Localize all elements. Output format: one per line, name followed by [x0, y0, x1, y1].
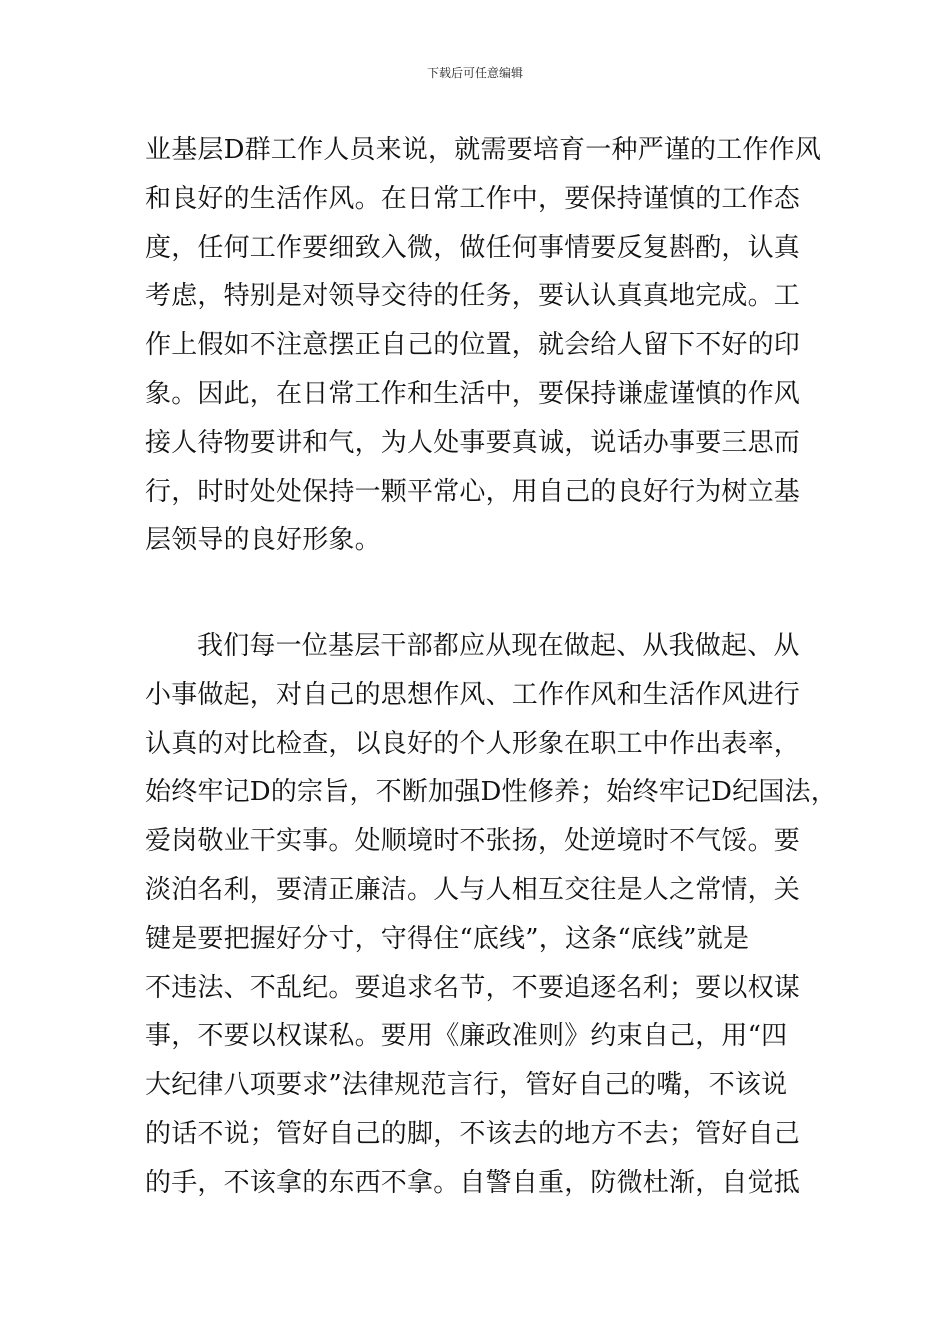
text-line: 和良好的生活作风。在日常工作中，要保持谨慎的工作态: [145, 183, 801, 214]
text-line: 事，不要以权谋私。要用《廉政准则》约束自己，用“四: [145, 1021, 788, 1052]
text-line: 接人待物要讲和气，为人处事要真诚，说话办事要三思而: [145, 427, 801, 458]
text-line: 的手，不该拿的东西不拿。自警自重，防微杜渐，自觉抵: [145, 1167, 801, 1198]
text-line: 键是要把握好分寸，守得住“底线”，这条“底线”就是: [145, 923, 750, 954]
text-line: 认真的对比检查，以良好的个人形象在职工中作出表率，: [145, 728, 801, 759]
text-line: 的话不说；管好自己的脚，不该去的地方不去；管好自己: [145, 1118, 801, 1149]
text-line: 度，任何工作要细致入微，做任何事情要反复斟酌，认真: [145, 232, 801, 263]
text-line: 始终牢记D的宗旨，不断加强D性修养；始终牢记D纪国法，: [145, 777, 837, 808]
text-line: 作上假如不注意摆正自己的位置，就会给人留下不好的印: [145, 330, 801, 361]
page-header: 下载后可任意编辑: [426, 66, 523, 80]
text-line: 淡泊名利，要清正廉洁。人与人相互交往是人之常情，关: [145, 874, 801, 905]
paragraph-1: [145, 126, 822, 565]
text-line-first: 我们每一位基层干部都应从现在做起、从我做起、从: [197, 631, 800, 661]
text-line: 层领导的良好形象。: [145, 525, 381, 556]
text-line: 象。因此，在日常工作和生活中，要保持谦虚谨慎的作风: [145, 378, 801, 409]
text-line: 行，时时处处保持一颗平常心，用自己的良好行为树立基: [145, 476, 801, 507]
text-line: 小事做起，对自己的思想作风、工作作风和生活作风进行: [145, 679, 801, 710]
text-line: 大纪律八项要求”法律规范言行，管好自己的嘴，不该说: [145, 1070, 788, 1101]
text-line: 考虑，特别是对领导交待的任务，要认认真真地完成。工: [145, 281, 801, 312]
text-line: 不违法、不乱纪。要追求名节，不要追逐名利；要以权谋: [145, 972, 801, 1003]
text-line: 爱岗敬业干实事。处顺境时不张扬，处逆境时不气馁。要: [145, 826, 801, 857]
text-line: 业基层D群工作人员来说，就需要培育一种严谨的工作作风: [145, 135, 822, 165]
paragraph-2: [145, 622, 837, 1208]
